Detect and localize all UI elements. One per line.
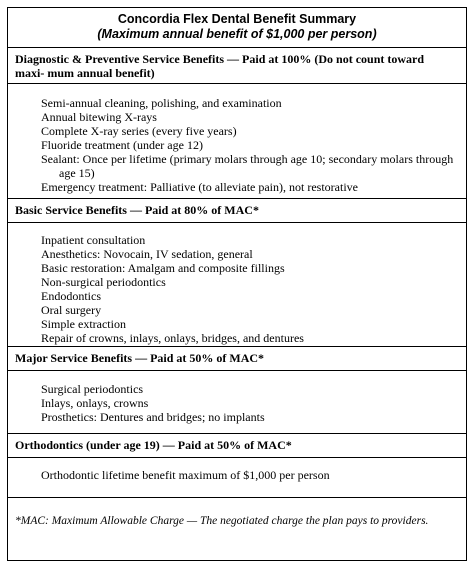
list-item: Inlays, onlays, crowns <box>41 396 149 410</box>
section-diagnostic-preventive-heading: Diagnostic & Preventive Service Benefits — Paid at 100% (Do not count toward maxi- mum annual benefit) <box>8 48 466 84</box>
list-item: Emergency treatment: Palliative (to alleviate pain), not restorative <box>41 180 358 194</box>
list-item: Sealant: Once per lifetime (primary molars through age 10; secondary molars through age 15) <box>41 152 454 180</box>
section-major-heading: Major Service Benefits — Paid at 50% of MAC* <box>8 347 466 371</box>
list-item: Non-surgical periodontics <box>41 275 166 289</box>
list-item: Basic restoration: Amalgam and composite fillings <box>41 261 285 275</box>
benefit-summary-document <box>7 7 467 561</box>
section-orthodontics-body <box>8 458 466 498</box>
list-item: Repair of crowns, inlays, onlays, bridges, and dentures <box>41 331 304 345</box>
document-subtitle: (Maximum annual benefit of $1,000 per person) <box>97 27 377 41</box>
list-item: Surgical periodontics <box>41 382 144 396</box>
footnote: *MAC: Maximum Allowable Charge — The negotiated charge the plan pays to providers. <box>15 515 429 527</box>
list-item: Orthodontic lifetime benefit maximum of $1,000 per person <box>41 468 330 482</box>
list-item: Fluoride treatment (under age 12) <box>41 138 203 152</box>
list-item: Complete X-ray series (every five years) <box>41 124 237 138</box>
list-item: Simple extraction <box>41 317 126 331</box>
document-header <box>8 8 466 48</box>
list-item: Endodontics <box>41 289 101 303</box>
section-diagnostic-preventive-body <box>8 84 466 199</box>
document-title: Concordia Flex Dental Benefit Summary <box>117 12 357 26</box>
section-orthodontics-heading: Orthodontics (under age 19) — Paid at 50% of MAC* <box>8 434 466 458</box>
list-item: Anesthetics: Novocain, IV sedation, general <box>41 247 253 261</box>
section-basic-heading: Basic Service Benefits — Paid at 80% of MAC* <box>8 199 466 223</box>
list-item: Prosthetics: Dentures and bridges; no implants <box>41 410 265 424</box>
section-major-body <box>8 371 466 434</box>
list-item: Semi-annual cleaning, polishing, and examination <box>41 96 282 110</box>
list-item: Annual bitewing X-rays <box>41 110 157 124</box>
list-item: Inpatient consultation <box>41 233 146 247</box>
section-basic-body <box>8 223 466 347</box>
list-item: Oral surgery <box>41 303 102 317</box>
